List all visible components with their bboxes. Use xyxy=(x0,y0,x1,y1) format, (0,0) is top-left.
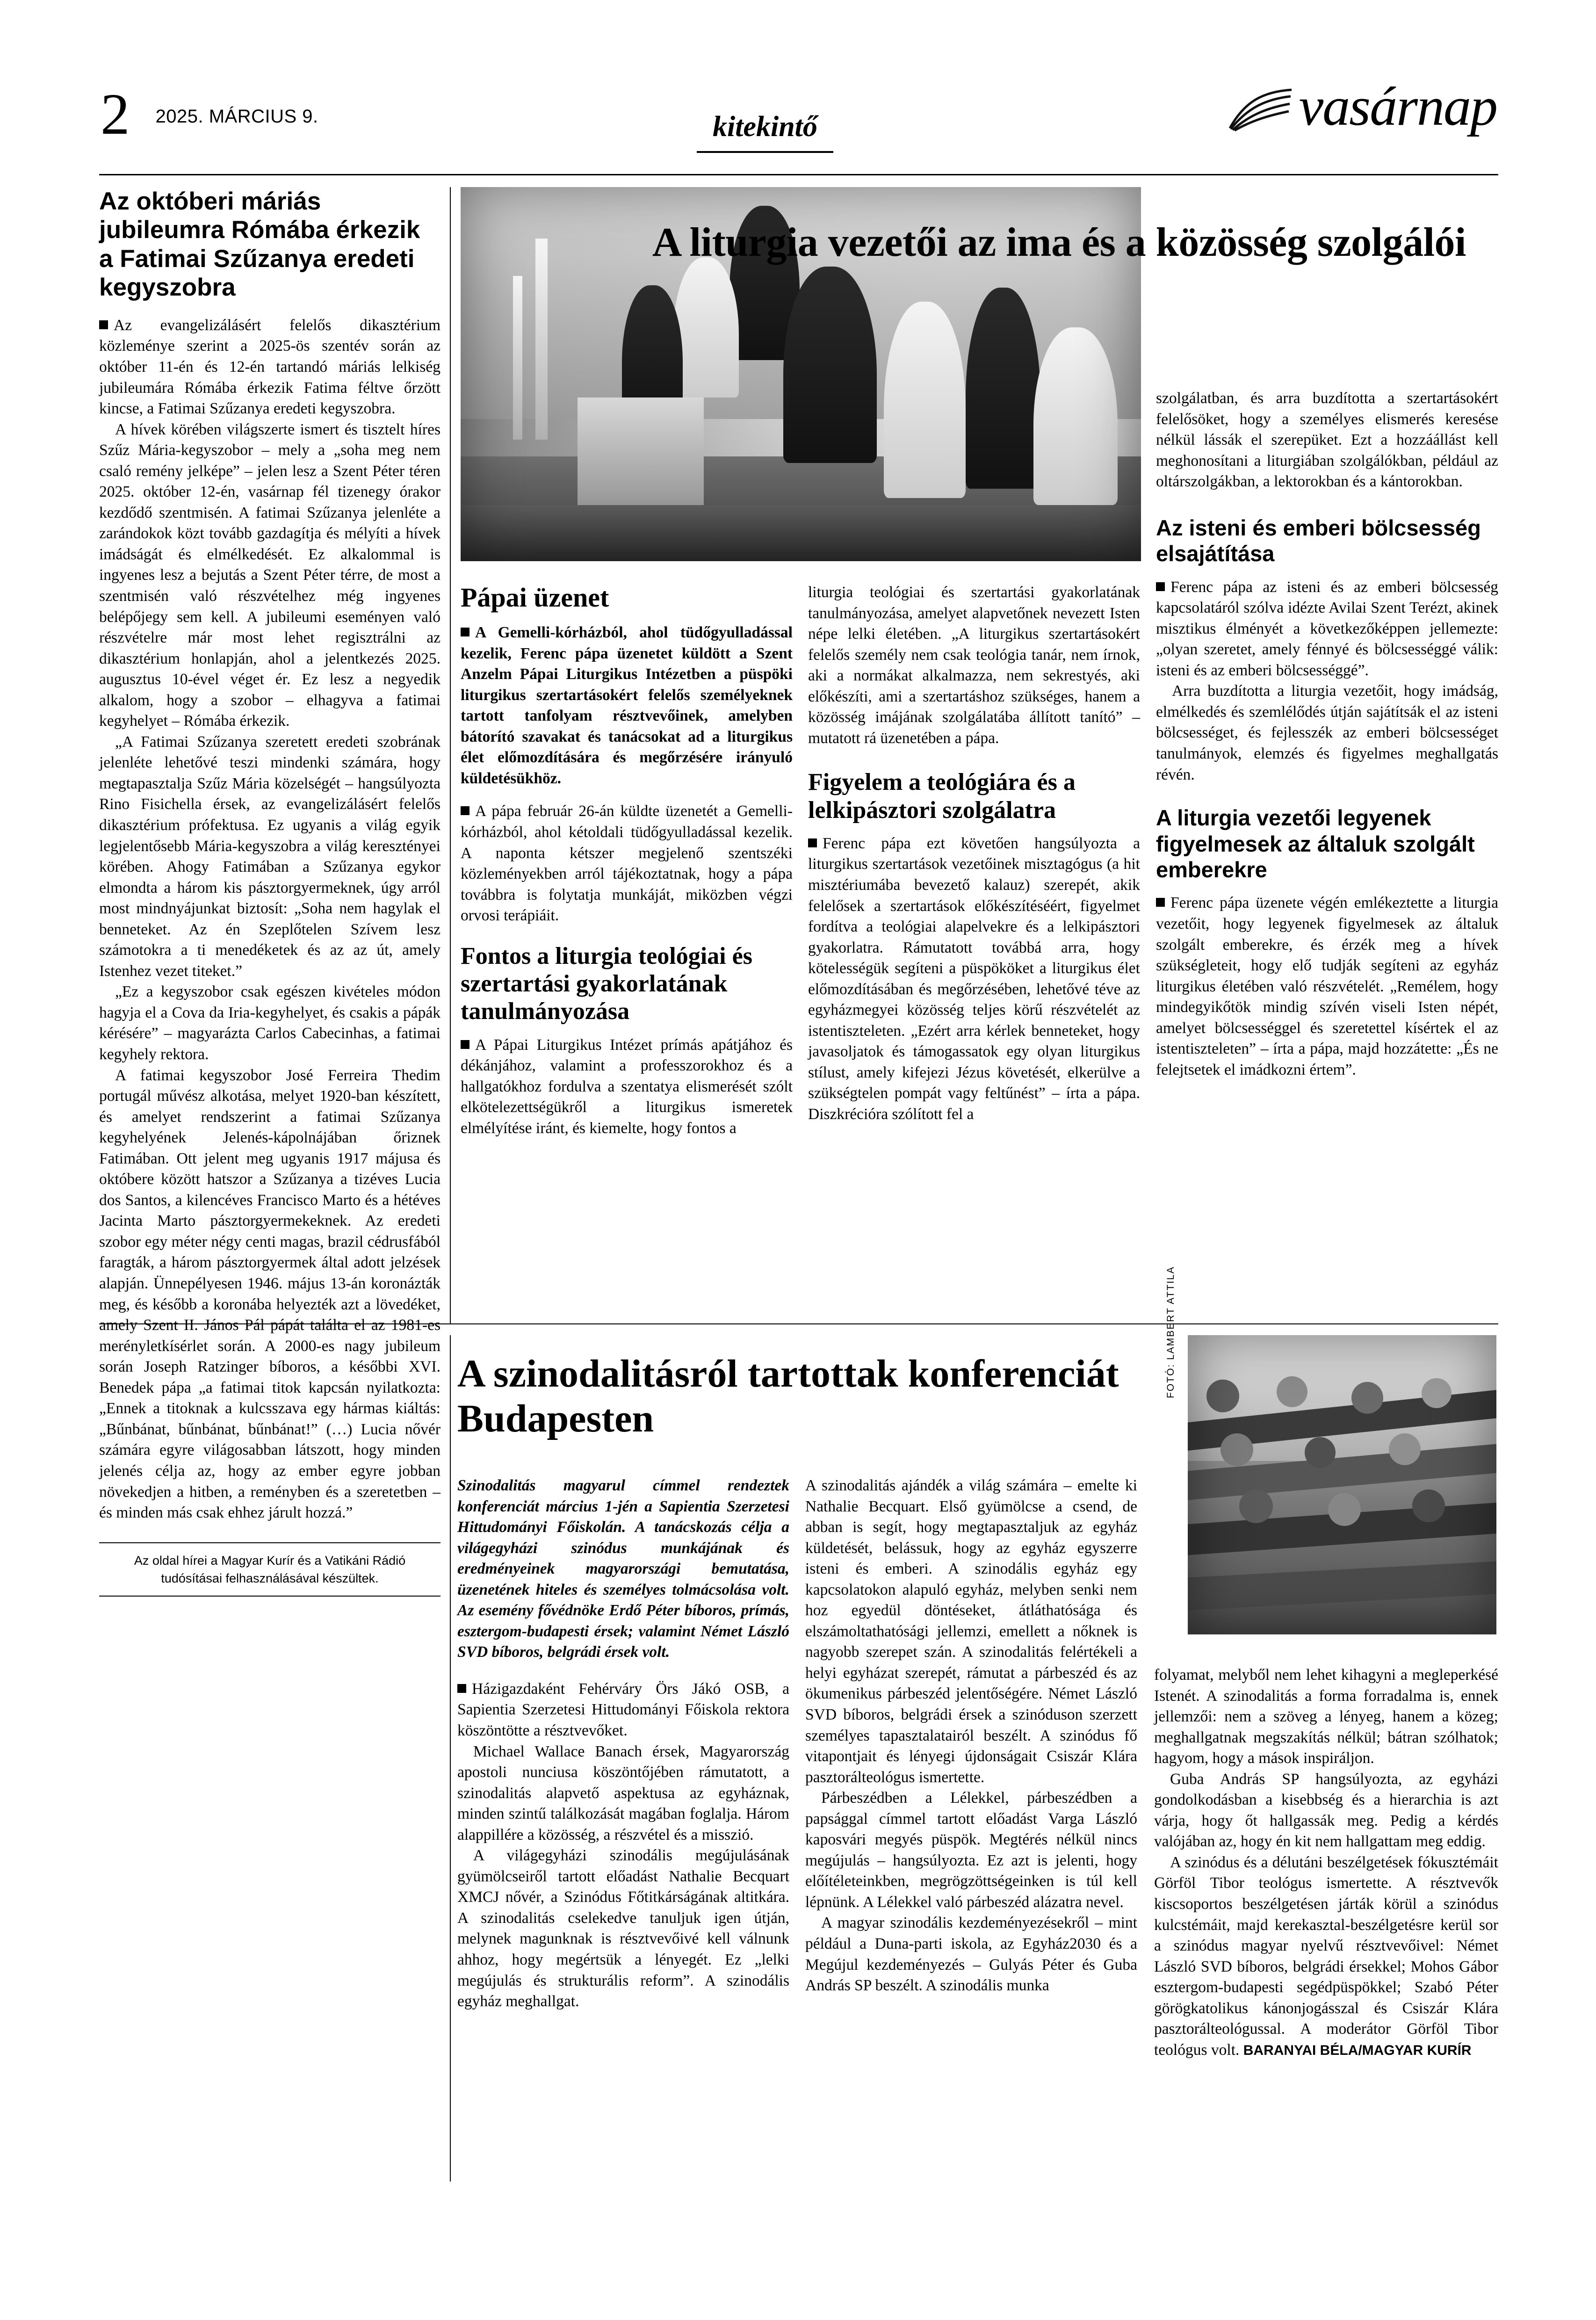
paragraph: „A Fatimai Szűzanya szeretett eredeti szobrának jelenléte lehetővé teszi mindenki számára, hogy megtapasztalja Szűz Mária közelségét – hangsúlyozta Rino Fisichella érsek, az evangelizálásért felelős dikasztérium prófektusa. Ez ugyanis a világ egyik legjelentősebb Mária-kegyszobra a világ keresztényei körében. Ahogy Fatimában a Szűzanya egykor elmondta a három kis pásztorgyermeknek, úgy arról most mindnyájunkat biztosít: „Soha nem hagylak el benneteket. Az én Szeplőtelen Szívem lesz számotokra a ti menedéketek és az az út, amely Istenhez vezet titeket.” xyxy=(99,733,441,980)
source-note: Az oldal hírei a Magyar Kurír és a Vatikáni Rádió tudósításai felhasználásával készültek. xyxy=(99,1542,441,1597)
logo-wordmark: vasárnap xyxy=(1299,76,1497,137)
subhead-study-liturgy: Fontos a liturgia teológiai és szertartási gyakorlatának tanulmányozása xyxy=(461,942,752,1025)
paragraph: Arra buzdította a liturgia vezetőit, hogy imádság, elmélkedés és szemlélődés útján sajátítsák el az isteni bölcsességet, és fejlesszék az emberi bölcsességet tanulmányok, elemzés és figyelmes meghallgatás révén. xyxy=(1156,682,1498,783)
top-article-col3-intro xyxy=(1156,388,1498,492)
paragraph: Házigazdaként Fehérváry Örs Jákó OSB, a Sapientia Szerzetesi Hittudományi Főiskola rektora köszöntötte a résztvevőket. xyxy=(457,1680,789,1740)
top-article-col2-body xyxy=(808,582,1140,749)
paragraph: A pápa február 26-án küldte üzenetét a Gemelli-kórházból, ahol kétoldali tüdőgyulladással kezelik. A naponta kétszer megjelenő szentszéki közleményekben arról tájékoztatnak, hogy a pápa továbbra is folytatja munkáját, miközben végzi orvosi terápiáit. xyxy=(461,802,793,925)
top-article-col2-body2 xyxy=(808,833,1140,1125)
bottom-article-col1 xyxy=(457,1475,789,2012)
left-article xyxy=(99,187,441,1597)
paragraph: A szinodalitás ajándék a világ számára – emelte ki Nathalie Becquart. Első gyümölcse a csend, de abban is segít, hogy megtapasztaljuk az egyház küldetését, belássuk, hogy az egyház egyszerre isteni és emberi. A szinodális egyház egy kapcsolatokon alapuló egyház, melyben senki nem hoz egyedül döntéseket, átláthatósága és elszámoltathatósági jellemzi, emellett a nőknek is nagyobb szerepet szán. A szinodalitás felértékeli a helyi egyházat szerepét, rámutat a párbeszéd és az ökumenikus párbeszéd jelentőségére. Német László SVD bíboros, belgrádi érsek a szinóduson szerzett személyes tapasztalatairól beszélt. A szinódus fő vitapontjait és lényegi újdonságait Csiszár Klára pasztorálteológus ismertette. xyxy=(805,1477,1137,1786)
paragraph: A szinódus és a délutáni beszélgetések fókusztémáit Görföl Tibor teológus ismertette. A résztvevők kiscsoportos beszélgetésen járták körül a szinódus kulcstémáit, majd kerekasztal-beszélgetésre kerül sor a szinódus magyar nyelvű résztvevőivel: Német László SVD bíboros, belgrádi érsekkel; Mohos Gábor esztergom-budapesti segédpüspökkel; Szabó Péter görögkatolikus kánonjogásszal és Csiszár Klára pasztorálteológussal. A moderátor Görföl Tibor teológus volt. BARANYAI BÉLA/MAGYAR KURÍR xyxy=(1154,1853,1498,2059)
paragraph: Guba András SP hangsúlyozta, az egyházi gondolkodásban a kisebbség és a hierarchia is azt várja, hogy őt hallgassák meg. Pedig a kérdés valójában az, hogy én kit nem hallgattam meg eddig. xyxy=(1154,1770,1498,1850)
paragraph: Michael Wallace Banach érsek, Magyarország apostoli nunciusa köszöntőjében rámutatott, a szinodalitás alapvető aspektusa az egyháznak, minden szintű találkozását magában foglalja. Három alappillére a közösség, a részvétel és a misszió. xyxy=(457,1742,789,1843)
masthead-rule xyxy=(99,174,1498,175)
left-article-headline: Az októberi máriás jubileumra Rómába érkezik a Fatimai Szűzanya eredeti kegyszobra xyxy=(99,188,420,302)
paragraph: liturgia teológiai és szertartási gyakorlatának tanulmányozása, amelyet alapvetőnek nevezett Isten népe lelki életében. „A liturgikus szertartásokért felelős személy nem csak teológia tanár, nem írnok, aki a normákat alkalmazza, nem sekrestyés, aki előkészíti, ami a szertartáshoz szükséges, hanem a közösség imájának szolgálatába állított tanító” – mutatott rá üzenetében a pápa. xyxy=(808,584,1140,747)
photo-credit: FOTÓ: LAMBERT ATTILA xyxy=(1165,1266,1176,1398)
top-article-col3-body xyxy=(1156,577,1498,785)
paragraph: Ferenc pápa az isteni és az emberi bölcsesség kapcsolatáról szólva idézte Avilai Szent Terézt, akinek misztikus élményét a következőképpen jellemezte: „olyan szeretet, amely fénnyé és bölcsességgé válik: isteni és az emberi bölcsességgé”. xyxy=(1156,578,1498,679)
paragraph: A Pápai Liturgikus Intézet prímás apátjához és dékánjához, valamint a professzorokhoz és a hallgatókhoz fordulva a szentatya elismerését szólt elkötelezettségükről a liturgikus ismeretek elmélyítése iránt, és kiemelte, hogy fontos a xyxy=(461,1036,793,1137)
top-article-col2 xyxy=(808,582,1140,1125)
top-article-headline: A liturgia vezetői az ima és a közösség szolgálói xyxy=(652,220,1466,265)
subhead-wisdom: Az isteni és emberi bölcsesség elsajátítása xyxy=(1156,515,1481,566)
bottom-article-lede xyxy=(457,1475,789,1663)
paragraph: szolgálatban, és arra buzdította a szertartásokért felelősöket, hogy a személyes elismerés keresése nélkül lássák el szerepüket. Ezt a hozzáállást kell meghonosítani a liturgiában szolgálókban, például az oltárszolgákban, a lektorokban és a kántorokban. xyxy=(1156,390,1498,491)
top-article-col1 xyxy=(461,582,793,1139)
bottom-article-headline: A szinodalitásról tartottak konferenciát Budapesten xyxy=(457,1352,1119,1440)
paragraph: folyamat, melyből nem lehet kihagyni a megleperkésé Istenét. A szinodalitás a forma forradalma is, ennek jellemzői: nem a szöveg a lényeg, hanem a közeg; meghallgatnak megszakítás nélkül; bátran szólhatok; hagyom, hogy a mások inspiráljon. xyxy=(1154,1666,1498,1767)
paragraph: A világegyházi szinodális megújulásának gyümölcseiről tartott előadást Nathalie Becquart XMCJ nővér, a Szinódus Főtitkárságának altitkára. A szinodalitás cselekedve tanuljuk igen útján, melynek magunknak is résztvevőivé kell válnunk ahhoz, hogy megértsük a lényegét. Ez „lelki megújulás és strukturális reform”. A szinodális egyház meghallgat. xyxy=(457,1847,789,2010)
subhead-theology-pastoral: Figyelem a teológiára és a lelkipásztori szolgálatra xyxy=(808,769,1076,824)
publication-logo xyxy=(1226,76,1497,137)
issue-date: 2025. MÁRCIUS 9. xyxy=(155,106,318,127)
conference-photo xyxy=(1188,1335,1496,1634)
bottom-article-col3 xyxy=(1154,1665,1498,2060)
paragraph: A Gemelli-kórházból, ahol tüdőgyulladással kezelik, Ferenc pápa üzenetet küldött a Szent Anzelm Pápai Liturgikus Intézetben a püspöki liturgikus szertartásokért felelős személyeknek tartott tanfolyam résztvevőinek, amelyben bátorító szavakat és tanácsokat ad a liturgikus élet előmozdítására és megőrzésére irányuló küldetésükhöz. xyxy=(461,624,793,787)
paragraph: A hívek körében világszerte ismert és tisztelt híres Szűz Mária-kegyszobor – mely a „soha meg nem csaló remény jelképe” – jelen lesz a Szent Péter téren 2025. október 12-én, vasárnap fél tizenegy órakor kezdődő szentmisén. A fatimai Szűzanya jelenléte a zarándokok közt tovább gazdagítja és mélyíti a hívek imádságát és elmélkedését. Ez alkalommal is ingyenes lesz a bejutás a Szent Péter térre, de most a szentmisén való részvételhez még ingyenes belépőjegy sem kell. A jubileumi eseményen való részvételre már most lehet regisztrálni az dikasztérium honlapján, ahol a jelentkezés 2025. augusztus 10-ével véget ér. Ez lesz a negyedik alkalom, hogy a szobor – elhagyva a fatimai kegyhelyet – Rómába érkezik. xyxy=(99,420,441,730)
paragraph: Ferenc pápa üzenete végén emlékeztette a liturgia vezetőit, hogy legyenek figyelmesek az általuk szolgált emberekre, és érzék meg a hívek szükségleteit, hogy elő tudják segíteni az egyház liturgikus életében való részvételét. „Remélem, hogy mindegyikőtök mindig szívén viseli Isten népét, amelyet bölcsességgel és szeretettel kísértek el az istentiszteleten” – írta a pápa, majd hozzátette: „És ne felejtsetek el imádkozni értem”. xyxy=(1156,894,1498,1078)
bottom-article-col2 xyxy=(805,1475,1137,1996)
paragraph: „Ez a kegyszobor csak egészen kivételes módon hagyja el a Cova da Iria-kegyhelyet, és csakis a pápák kérésére” – magyarázta Carlos Cabecinhas, a fatimai kegyhely rektora. xyxy=(99,983,441,1063)
left-article-body xyxy=(99,315,441,1524)
section-badge: kitekintő xyxy=(697,108,833,153)
column-rule-1 xyxy=(450,187,451,1323)
paragraph: Az evangelizálásért felelős dikasztérium közleménye szerint a 2025-ös szentév során az október 11-én és 12-én tartandó máriás lelkiség jubileumára Rómába érkezik Fatima féltve őrzött kincse, a Fatimai Szűzanya eredeti kegyszobra. xyxy=(99,316,441,418)
lede-text: Szinodalitás magyarul címmel rendeztek konferenciát március 1-jén a Sapientia Szerzetesi Hittudományi Főiskolán. A tanácskozás célja a világegyházi szinódus munkájának és eredményeinek magyarországi bemutatása, üzenetének hiteles és személyes tolmácsolása volt. Az esemény fővédnöke Erdő Péter bíboros, prímás, esztergom-budapesti érsek; valamint Német László SVD bíboros, belgrádi érsek volt. xyxy=(457,1477,789,1661)
top-article-col1-body2 xyxy=(461,1035,793,1139)
article-byline: BARANYAI BÉLA/MAGYAR KURÍR xyxy=(1243,2042,1472,2058)
bottom-article-col1-body xyxy=(457,1679,789,2012)
subhead-papal-message: Pápai üzenet xyxy=(461,582,609,613)
sun-rays-icon xyxy=(1226,87,1296,134)
page-folio: 2 xyxy=(101,82,130,147)
top-article-col3-body2 xyxy=(1156,893,1498,1080)
paragraph: Párbeszédben a Lélekkel, párbeszédben a papsággal címmel tartott előadást Varga László kaposvári megyés püspök. Megtérés nélkül nincs megújulás – hangsúlyozta. Ez azt is jelenti, hogy előítéleteinkben, megrögzöttségeinken is túl kell lépnünk. A Lélekkel való párbeszéd alázatra nevel. xyxy=(805,1789,1137,1911)
bottom-article-col3-body xyxy=(1154,1665,1498,2060)
paragraph: A fatimai kegyszobor José Ferreira Thedim portugál művész alkotása, melyet 1920-ban készített, és amelyet rendszerint a fatimai Szűzanya kegyhelyének Jelenés-kápolnájában őriznek Fatimában. Ott jelent meg ugyanis 1917 májusa és októbere között hatszor a Szűzanya a tizéves Lucia dos Santos, a kilencéves Francisco Marto és a hétéves Jacinta Marto pásztorgyermekeknek. Az eredeti szobor egy méter négy centi magas, brazil cédrusfából faragták, a három pásztorgyermek által adott jelzések alapján. Ünnepélyesen 1946. május 13-án koronázták meg, és később a koronába helyezték azt a lövedéket, amely Szent II. János Pál pápát találta el az 1981-es merényletkísérlet során. A 2000-es nagy jubileum során Joseph Ratzinger bíboros, a későbbi XVI. Benedek pápa „a fatimai titok kapcsán nyilatkozta: „Ennek a titoknak a kulcsszava egy hármas kiáltás: „Bűnbánat, bűnbánat, bűnbánat!” (…) Lucia nővér számára egyre világosabban látszott, hogy minden jelenés célja az, hogy az ember egyre jobban növekedjen a hitben, a reményben és a szeretetben – és minden más csak ehhez járult hozzá.” xyxy=(99,1066,441,1522)
top-article-col3 xyxy=(1156,388,1498,1080)
paragraph: A magyar szinodális kezdeményezésekről – mint például a Duna-parti iskola, az Egyház2030 és a Megújul kezdeményezés – Gulyás Péter és Guba András SP beszélt. A szinodális munka xyxy=(805,1914,1137,1995)
bottom-article-col2-body xyxy=(805,1475,1137,1996)
paragraph: Ferenc pápa ezt követően hangsúlyozta a liturgikus szertartások vezetőinek misztagógus (a hit misztériumába bevezető kalauz) szerepét, akik felelősek a szertartások előkészítéséért, figyelmet fordítva a teológiai alapelvekre és a lelkipásztori gyakorlatra. Rámutatott továbbá arra, hogy kötelességük segíteni a püspököket a liturgikus élet előmozdításában és megőrzésében, lehetővé téve az egyházmegyei közösség teljes körű részvételét az istentiszteleten. „Ezért arra kérlek benneteket, hogy javasoljatok és támogassatok egy olyan liturgikus stílust, amely kifejezi Jézus követését, elkerülve a szükségtelen pompát vagy feltűnést” – írta a pápa. Diszkrécióra szólított fel a xyxy=(808,834,1140,1123)
column-rule-2 xyxy=(450,1335,451,2182)
top-article-col1-body xyxy=(461,622,793,926)
subhead-attentive-leaders: A liturgia vezetői legyenek figyelmesek az általuk szolgált emberekre xyxy=(1156,805,1475,882)
